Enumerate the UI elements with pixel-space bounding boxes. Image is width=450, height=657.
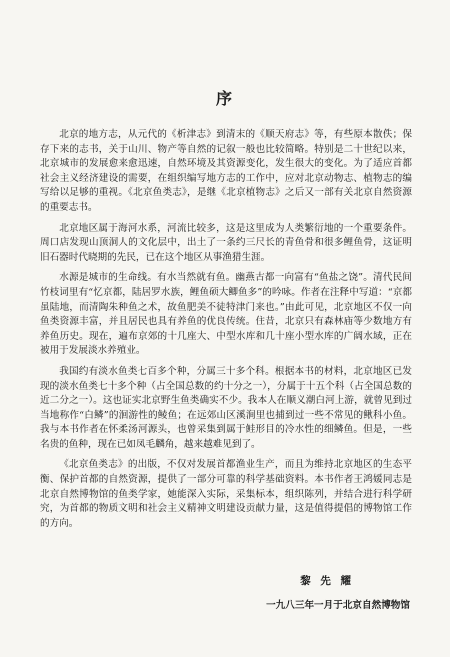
preface-body <box>40 128 412 531</box>
date-place-line: 一九八三年一月于北京自然博物馆 <box>266 600 410 611</box>
paragraph-2: 北京地区属于海河水系，河流比较多，这是这里成为人类繁衍地的一个重要条件。周口店发现山顶洞人的文化层中，出土了一条约三尺长的青鱼骨和很多鲤鱼骨，这证明旧石器时代晓期的先民，已在这个地区从事渔猎生涯。 <box>40 222 412 263</box>
paragraph-4: 我国约有淡水鱼类七百多个种，分属三十多个科。根据本书的材料，北京地区已发现的淡水鱼类七十多个种（占全国总数的约十分之一），分属于十五个科（占全国总数的近二分之一）。这也证实北京野生鱼类确实不少。我本人在顺义潮白河上游，就曾见到过当地称作“白鳞”的洄游性的鲮鱼；在远郊山区溪涧里也捕到过一些不常见的鳅科小鱼。我与本书作者在怀柔汤河源头，也曾采集到属于鲑形目的冷水性的细鳞鱼。但是，一些名贵的鱼种，现在已如凤毛麟角，越来越难见到了。 <box>40 365 412 450</box>
paragraph-1: 北京的地方志，从元代的《析津志》到清末的《顺天府志》等，有些原本散佚；保存下来的志书，关于山川、物产等自然的记叙一般也比较简略。特别是二十世纪以来，北京城市的发展愈来愈迅速，自然环境及其资源变化，发生很大的变化。为了适应首都社会主义经济建设的需要，在组织编写地方志的工作中，应对北京动物志、植物志的编写给以足够的重视。《北京鱼类志》，是继《北京植物志》之后又一部有关北京自然资源的重要志书。 <box>40 129 412 213</box>
paragraph-3: 水源是城市的生命线。有水当然就有鱼。幽燕古都一向富有“鱼盐之饶”。清代民间竹枝词里有“忆京都，陆居罗水族，鲤鱼硕大鲫鱼多”的吟咏。作者在注释中写道：“京都虽陆地，而清陶朱种鱼之术，故鱼肥美不徒特津门来也。”由此可见，北京地区不仅一向鱼类资源丰富，并且居民也具有养鱼的优良传统。住昔，北京只有森林庙等少数地方有养鱼历史。现在，遍布京郊的十几座大、中型水库和几十座小型水库的广阔水域，正在被用于发展淡水养殖业。 <box>40 272 412 357</box>
author-signature: 黎 先 耀 <box>300 575 354 587</box>
preface-title: 序 <box>215 89 234 108</box>
paragraph-5: 《北京鱼类志》的出版，不仅对发展首都渔业生产，而且为维持北京地区的生态平衡、保护首都的自然资源，提供了一部分可靠的科学基础资料。本书作者王鸿媛同志是北京自然博物馆的鱼类学家，她能深入实际，采集标本，组织陈列，并结合进行科学研究，为首都的物质文明和社会主义精神文明建设贡献力量，这是值得提倡的博物馆工作的方向。 <box>40 459 412 529</box>
